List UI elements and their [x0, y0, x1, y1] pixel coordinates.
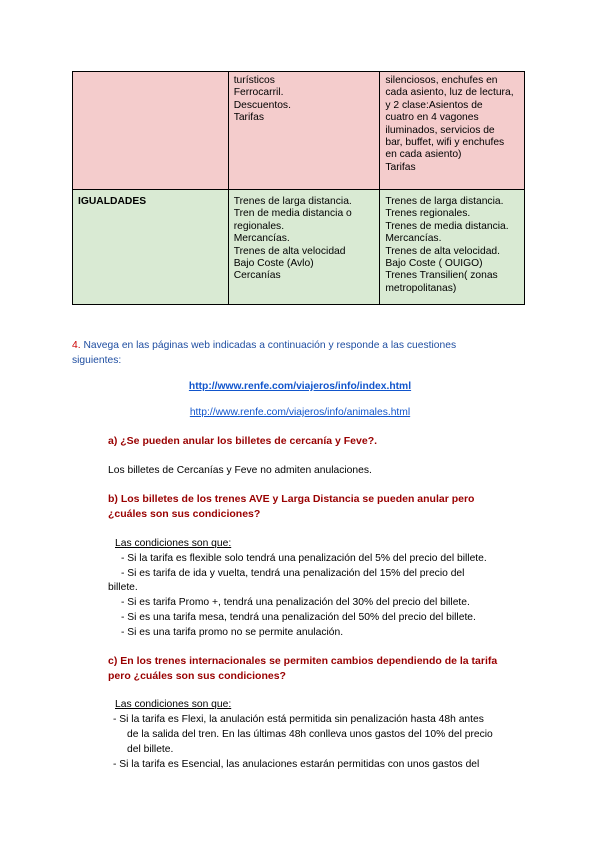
- condition-item: - Si es tarifa Promo +, tendrá una penalización del 30% del precio del billete.: [121, 597, 470, 608]
- table-cell: [380, 190, 525, 305]
- question-a: [108, 434, 377, 449]
- cell-line: Tarifas: [233, 112, 265, 124]
- cell-line: Bajo Coste (Avlo): [233, 258, 314, 270]
- condition-item: - Si la tarifa es flexible solo tendrá una penalización del 5% del precio del billete.: [121, 553, 487, 564]
- question-c: [108, 654, 497, 669]
- cell-line: Tren de media distancia o: [233, 208, 352, 220]
- cell-line: en cada asiento): [385, 149, 462, 161]
- condition-item: del billete.: [127, 744, 174, 755]
- cell-line: metropolitanas): [385, 282, 457, 294]
- question-text: Los billetes de los trenes AVE y Larga Distancia se pueden anular pero: [120, 493, 475, 505]
- cell-line: cada asiento, luz de lectura,: [385, 87, 514, 99]
- question-label: a): [108, 435, 118, 447]
- row-label: IGUALDADES: [73, 190, 229, 305]
- cell-line: Mercancías.: [233, 233, 290, 245]
- condition-item: - Si la tarifa es Flexi, la anulación está permitida sin penalización hasta 48h antes: [113, 714, 484, 725]
- cell-line: Ferrocarril.: [233, 87, 284, 99]
- cell-line: turísticos: [233, 75, 275, 86]
- conditions-title-b: Las condiciones son que:: [115, 538, 232, 549]
- table-cell: [380, 72, 525, 190]
- condition-item: de la salida del tren. En las últimas 48h conlleva unos gastos del 10% del precio: [127, 729, 493, 740]
- conditions-title-c: Las condiciones son que:: [115, 699, 232, 710]
- cell-line: Cercanías: [233, 270, 281, 282]
- cell-line: cuatro en 4 vagones: [385, 112, 479, 124]
- comparison-table: [72, 71, 525, 305]
- question-c-cont: pero ¿cuáles son sus condiciones?: [108, 670, 286, 682]
- renfe-animals-link[interactable]: http://www.renfe.com/viajeros/info/animales.html: [189, 407, 411, 418]
- table-row: [73, 190, 525, 305]
- cell-line: iluminados, servicios de: [385, 124, 495, 136]
- question-text: ¿Se pueden anular los billetes de cercanía y Feve?.: [120, 435, 378, 447]
- link-row-1: [0, 379, 600, 394]
- exercise-intro-cont: siguientes:: [72, 355, 122, 366]
- condition-item: billete.: [108, 582, 138, 593]
- condition-item: - Si es una tarifa promo no se permite anulación.: [121, 627, 344, 638]
- table-cell: [228, 72, 380, 190]
- question-text: En los trenes internacionales se permiten cambios dependiendo de la tarifa: [120, 655, 498, 667]
- cell-line: Trenes Transilien( zonas: [385, 270, 498, 282]
- row-label: [73, 72, 229, 190]
- cell-line: Bajo Coste ( OUIGO): [385, 258, 483, 270]
- question-b-cont: ¿cuáles son sus condiciones?: [108, 508, 261, 520]
- renfe-info-link[interactable]: http://www.renfe.com/viajeros/info/index.html: [188, 381, 412, 392]
- table-row: [73, 72, 525, 190]
- table-cell: [228, 190, 380, 305]
- question-b: [108, 492, 474, 507]
- cell-line: Trenes de alta velocidad: [233, 245, 346, 257]
- cell-line: y 2 clase:Asientos de: [385, 99, 483, 111]
- cell-line: Tarifas: [385, 161, 416, 173]
- cell-line: Trenes de larga distancia.: [233, 196, 352, 207]
- exercise-number: 4.: [72, 340, 81, 351]
- cell-line: bar, buffet, wifi y enchufes: [385, 137, 505, 149]
- cell-line: Descuentos.: [233, 99, 291, 111]
- condition-item: - Si es tarifa de ida y vuelta, tendrá una penalización del 15% del precio del: [121, 568, 465, 579]
- answer-a: Los billetes de Cercanías y Feve no admiten anulaciones.: [108, 465, 372, 476]
- cell-line: Trenes de alta velocidad.: [385, 245, 501, 257]
- cell-line: Trenes regionales.: [385, 208, 471, 220]
- link-row-2: [0, 405, 600, 420]
- cell-line: Mercancías.: [385, 233, 442, 245]
- condition-item: - Si la tarifa es Esencial, las anulaciones estarán permitidas con unos gastos del: [113, 759, 480, 770]
- cell-line: Trenes de media distancia.: [385, 220, 509, 232]
- exercise-intro: [72, 338, 456, 353]
- cell-line: silenciosos, enchufes en: [385, 75, 498, 86]
- cell-line: Trenes de larga distancia.: [385, 196, 504, 207]
- question-label: b): [108, 493, 118, 505]
- condition-item: - Si es una tarifa mesa, tendrá una penalización del 50% del precio del billete.: [121, 612, 476, 623]
- cell-line: regionales.: [233, 220, 285, 232]
- exercise-intro-text: Navega en las páginas web indicadas a continuación y responde a las cuestiones: [83, 340, 457, 351]
- question-label: c): [108, 655, 118, 667]
